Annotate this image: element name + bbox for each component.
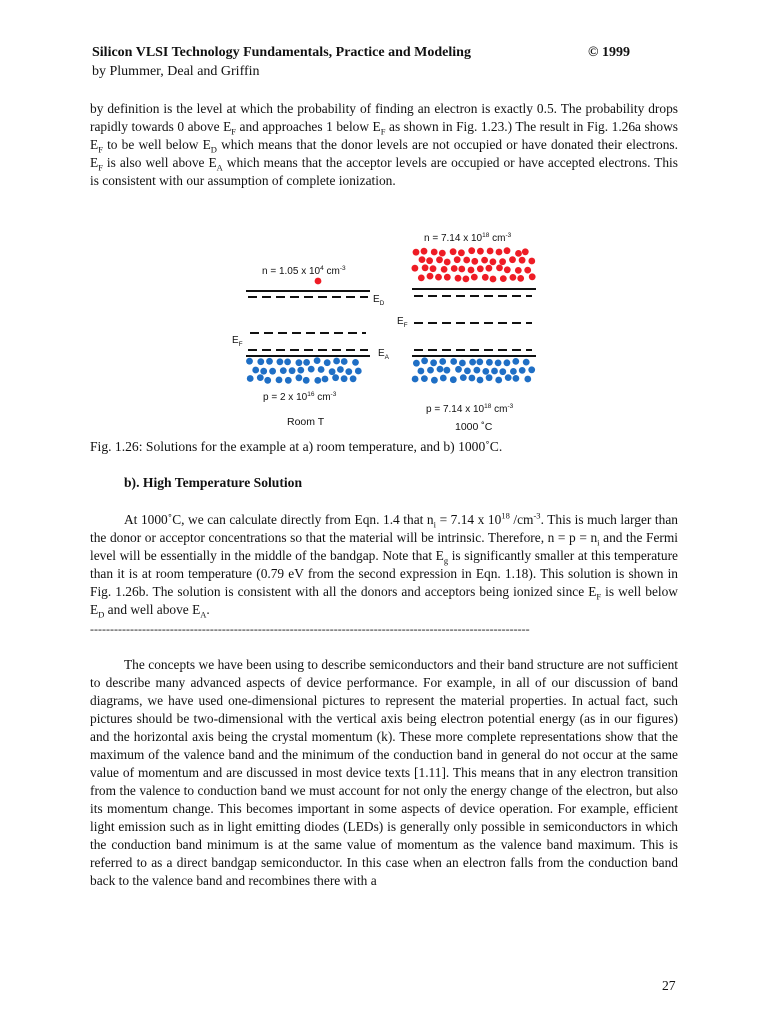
hole-dot [257, 374, 264, 381]
electron-dot [419, 256, 426, 263]
hole-dot [524, 376, 531, 383]
electron-dot [451, 265, 458, 272]
electron-dot [522, 248, 529, 255]
right-p-label: p = 7.14 x $10^{18}$ $cm^{-3}$ [426, 403, 514, 415]
electron-dot [463, 257, 470, 264]
hole-dot [341, 375, 348, 382]
hole-dot [421, 357, 428, 364]
left-p-label: p = 2 x $10^{16}$ $cm^{-3}$ [263, 391, 337, 403]
electron-dot [426, 257, 433, 264]
electron-dot [427, 273, 434, 280]
right-ef-label: $E_F$ [397, 316, 408, 329]
hole-dot [260, 368, 267, 375]
hole-dot [303, 377, 310, 384]
hole-dot [440, 375, 447, 382]
hole-dot [460, 374, 467, 381]
electron-dot [436, 256, 443, 263]
electron-dot [454, 256, 461, 263]
electron-dot [455, 275, 462, 282]
electron-dot [517, 275, 524, 282]
hole-dot [491, 368, 498, 375]
electron-dot [496, 249, 503, 256]
electron-dot [430, 265, 437, 272]
hole-dot [341, 358, 348, 365]
hole-dot [296, 359, 303, 366]
hole-dot [350, 375, 357, 382]
hole-dot [322, 376, 329, 383]
electron-dot [413, 249, 420, 256]
hole-dot [314, 377, 321, 384]
hole-dot [280, 367, 287, 374]
electron-dot [524, 267, 531, 274]
electron-dot [519, 257, 526, 264]
book-authors: by Plummer, Deal and Griffin [92, 64, 260, 79]
hole-dot [519, 367, 526, 374]
electron-dot [463, 276, 470, 283]
hole-dot [345, 368, 352, 375]
electron-dot [529, 273, 536, 280]
electron-dot [490, 276, 497, 283]
page-number: 27 [662, 978, 676, 993]
hole-dot [418, 368, 425, 375]
hole-dot [437, 366, 444, 373]
hole-dot [332, 374, 339, 381]
electron-dot [496, 265, 503, 272]
hole-dot [413, 360, 420, 367]
hole-dot [450, 376, 457, 383]
electron-dot [504, 266, 511, 273]
hole-dot [486, 374, 493, 381]
left-ea-label: $E_A$ [378, 348, 390, 361]
hole-dot [495, 377, 502, 384]
hole-dot [504, 359, 511, 366]
electron-dot [487, 248, 494, 255]
hole-dot [257, 358, 264, 365]
electron-dot [468, 247, 475, 254]
left-electron [315, 278, 322, 285]
right-caption-1000c: 1000 ˚C [455, 421, 493, 433]
electron-dot [515, 250, 522, 257]
hole-dot [246, 358, 253, 365]
electron-dot [435, 274, 442, 281]
hole-dot [289, 367, 296, 374]
electron-dot [468, 267, 475, 274]
hole-dot [264, 377, 271, 384]
hole-dot [450, 358, 457, 365]
hole-dot [269, 368, 276, 375]
electron-dot [422, 264, 429, 271]
hole-dot [303, 359, 310, 366]
hole-dot [505, 374, 512, 381]
electron-dot [471, 274, 478, 281]
hole-dot [528, 366, 535, 373]
electron-dot [528, 258, 535, 265]
hole-dot [285, 377, 292, 384]
electron-dot [477, 248, 484, 255]
hole-dot [512, 358, 519, 365]
separator-line: -------------------------------------------------------------------------------------------------------------- [90, 622, 530, 636]
hole-dot [277, 358, 284, 365]
hole-dot [469, 359, 476, 366]
right-holes [412, 357, 535, 383]
electron-dot [482, 274, 489, 281]
hole-dot [444, 367, 451, 374]
electron-dot [486, 265, 493, 272]
electron-dot [509, 256, 516, 263]
electron-dot [458, 249, 465, 256]
electron-dot [515, 267, 522, 274]
hole-dot [318, 366, 325, 373]
electron-dot [510, 274, 517, 281]
paragraph-fermi-level: by definition is the level at which the probability of finding an electron is exactly 0.5. The probability drops rapidly towards 0 above $E_F$ and approaches 1 below $E_F$ as shown in Fig. 1.23.) The result in Fig. 1.26a shows $E_F$ to be well below $E_D$ which means that the donor levels are not occupied or have donated their electrons. $E_F$ is also well above $E_A$ which means that the acceptor levels are occupied or have accepted electrons. This is consistent with our assumption of complete ionization. [90, 101, 678, 188]
hole-dot [477, 377, 484, 384]
electron-dot [444, 274, 451, 281]
left-n-label: n = 1.05 x $10^4$ $cm^{-3}$ [262, 265, 346, 277]
hole-dot [284, 359, 291, 366]
hole-dot [513, 375, 520, 382]
hole-dot [247, 375, 254, 382]
hole-dot [352, 359, 359, 366]
left-holes [246, 357, 362, 384]
hole-dot [455, 366, 462, 373]
electron-dot [477, 265, 484, 272]
electron-dot [500, 275, 507, 282]
hole-dot [333, 358, 340, 365]
hole-dot [482, 368, 489, 375]
hole-dot [459, 360, 466, 367]
hole-dot [439, 358, 446, 365]
hole-dot [337, 366, 344, 373]
hole-dot [276, 377, 283, 384]
electron-dot [421, 248, 428, 255]
hole-dot [324, 359, 331, 366]
band-diagram-figure [0, 222, 768, 437]
hole-dot [355, 368, 362, 375]
section-heading: b). High Temperature Solution [124, 475, 303, 490]
hole-dot [510, 368, 517, 375]
electron-dot [490, 258, 497, 265]
hole-dot [296, 374, 303, 381]
hole-dot [499, 368, 506, 375]
hole-dot [476, 359, 483, 366]
electron-dot [458, 266, 465, 273]
electron-dot [418, 275, 425, 282]
paragraph-high-temperature: At 1000˚C, we can calculate directly from Eqn. 1.4 that $n_i = 7.14$ x $10^{18}$ $/cm^{-3}$. This is much larger than the donor or acceptor concentrations so that the material will be intrinsic. Therefore, $n = p = n_i$ and the Fermi level will be essentially in the middle of the bandgap. Note that $E_g$ is significantly smaller at this temperature than it is at room temperature (0.79 eV from the second expression in Eqn. 1.18). This solution is shown in Fig. 1.26b. The solution is consistent with all the donors and acceptors being ionized since $E_F$ is well below $E_D$ and well above $E_A$. [90, 510, 678, 620]
hole-dot [427, 367, 434, 374]
hole-dot [412, 376, 419, 383]
left-ed-label: $E_D$ [373, 294, 385, 307]
hole-dot [474, 367, 481, 374]
hole-dot [297, 367, 304, 374]
electron-dot [481, 257, 488, 264]
hole-dot [495, 360, 502, 367]
hole-dot [421, 375, 428, 382]
right-electrons [412, 247, 536, 282]
hole-dot [252, 367, 259, 374]
hole-dot [486, 359, 493, 366]
copyright: © 1999 [588, 45, 630, 60]
hole-dot [430, 359, 437, 366]
book-title: Silicon VLSI Technology Fundamentals, Practice and Modeling [92, 45, 471, 60]
hole-dot [464, 368, 471, 375]
electron-dot [499, 258, 506, 265]
hole-dot [329, 368, 336, 375]
hole-dot [266, 358, 273, 365]
hole-dot [314, 357, 321, 364]
electron-dot [471, 258, 478, 265]
hole-dot [431, 377, 438, 384]
paragraph-band-structure: The concepts we have been using to describe semiconductors and their band structure are not sufficient to describe many advanced aspects of device performance. For example, in all of our discussion of band diagrams, we have used one-dimensional pictures to represent the material properties. In actual fact, such pictures should be two-dimensional with the vertical axis being electron potential energy (as in our figures) and the horizontal axis being the crystal momentum (k). These more complete representations show that the maximum of the valence band and the minimum of the conduction band in general do not occur at the same value of momentum and are discussed in most device texts [1.11]. This means that in any electron transition from the valence to conduction band we must account for not only the energy change of the electron, but also its momentum change. This becomes important in some aspects of device operation. For example, efficient light emission such as in light emitting diodes (LEDs) is generally only possible in semiconductors in which the conduction band minimum is at the same value of momentum as the valence band maximum. This is referred to as a direct bandgap semiconductor. In this case when an electron falls from the conduction band back to the valence band and recombines there with a [90, 657, 678, 888]
hole-dot [523, 359, 530, 366]
right-n-label: n = 7.14 x $10^{18}$ $cm^{-3}$ [424, 232, 512, 244]
hole-dot [469, 375, 476, 382]
electron-dot [504, 247, 511, 254]
left-ef-label: $E_F$ [232, 335, 243, 348]
figure-caption: Fig. 1.26: Solutions for the example at a) room temperature, and b) 1000˚C. [90, 439, 503, 454]
hole-dot [308, 366, 315, 373]
electron-dot [412, 265, 419, 272]
electron-dot [441, 266, 448, 273]
left-caption-room-t: Room T [287, 416, 325, 428]
electron-dot [431, 249, 438, 256]
figure-1-26 [0, 222, 768, 437]
electron-dot [444, 259, 451, 266]
electron-dot [439, 250, 446, 257]
electron-dot [450, 248, 457, 255]
